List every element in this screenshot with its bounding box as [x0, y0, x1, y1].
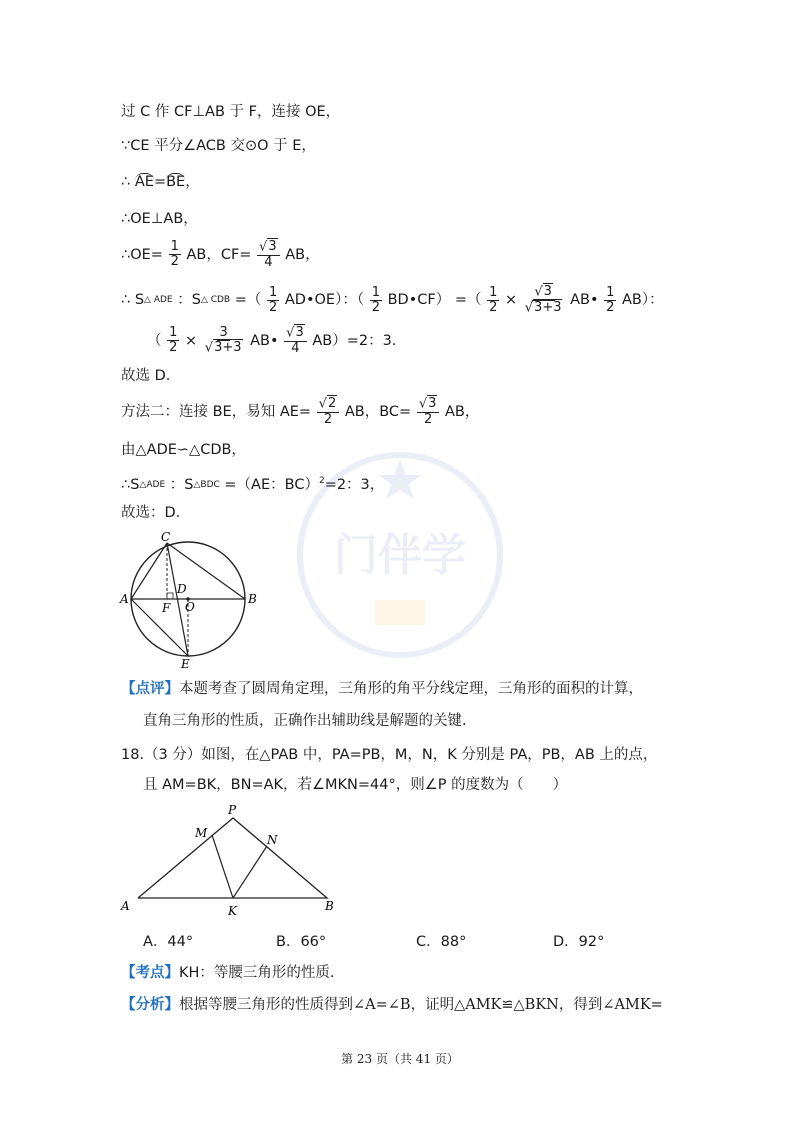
- comment-tag: 【点评】: [121, 681, 179, 697]
- option-b[interactable]: B．66°: [276, 934, 327, 950]
- fenxi-line: 【分析】根据等腰三角形的性质得到∠A=∠B，证明△AMK≌△BKN，得到∠AMK=: [121, 997, 663, 1013]
- label-a2: A: [121, 899, 130, 913]
- fraction-sqrt3-over-sqrt3p3: $\frac{√3}{√3+3}$: [524, 284, 562, 315]
- label-m: M: [195, 826, 208, 840]
- label-k: K: [228, 904, 237, 918]
- label-a: A: [120, 592, 129, 606]
- fraction-half: $\frac{1}{2}$: [170, 239, 179, 270]
- page-footer: 第 23 页（共 41 页）: [341, 1052, 459, 1066]
- fraction-sqrt2-over-2: $\frac{√2}{2}$: [317, 397, 340, 427]
- label-n: N: [267, 833, 278, 847]
- arc-ae: AE: [134, 174, 154, 190]
- q18-line-1: 18.（3 分）如图，在△PAB 中，PA=PB，M，N，K 分别是 PA，PB，AB 上的点，: [121, 747, 658, 763]
- kaodian-line: 【考点】KH：等腰三角形的性质.: [121, 965, 335, 981]
- label-b2: B: [325, 899, 334, 913]
- option-c[interactable]: C．88°: [416, 934, 467, 950]
- line-4: ∴OE⊥AB，: [121, 211, 198, 227]
- q18-line-2: 且 AM=BK，BN=AK，若∠MKN=44°，则∠P 的度数为（ ）: [143, 777, 568, 793]
- line-1: 过 C 作 CF⊥AB 于 F，连接 OE，: [121, 104, 341, 120]
- line-6: ∴ S△ ADE ：S△ CDB =（ $\frac{1}{2}$ AD•OE）：（ $\frac{1}{2}$ BD•CF） =（ $\frac{1}{2}$ × $\frac{√3}{√3+3}$ AB• $\frac{1}{2}$ AB）：: [121, 284, 664, 315]
- line-3: ∴ AE=BE，: [121, 174, 200, 190]
- line-11: ∴S△ADE ：S△BDC =（AE：BC）$^2$=2：3，: [121, 476, 385, 493]
- figure-triangle: [115, 800, 345, 920]
- watermark-text: 门伴学: [334, 530, 466, 581]
- comment-line-2: 直角三角形的性质，正确作出辅助线是解题的关键.: [143, 713, 467, 729]
- fenxi-tag: 【分析】: [121, 997, 179, 1013]
- label-e: E: [181, 657, 190, 670]
- line-7: （ $\frac{1}{2}$ × $\frac{3}{√3+3}$ AB• $\frac{√3}{4}$ AB）=2：3.: [147, 325, 397, 356]
- line-12: 故选：D.: [121, 505, 181, 521]
- line-5: ∴OE= $\frac{1}{2}$ AB，CF= $\frac{√3}{4}$ AB，: [121, 239, 320, 270]
- kaodian-tag: 【考点】: [121, 965, 179, 981]
- line-10: 由△ADE∽△CDB，: [121, 442, 246, 458]
- line-9: 方法二：连接 BE，易知 AE= $\frac{√2}{2}$ AB，BC= $\frac{√3}{2}$ AB，: [121, 396, 480, 427]
- label-p: P: [228, 803, 237, 817]
- label-c: C: [161, 530, 171, 544]
- label-f: F: [162, 601, 171, 615]
- option-d[interactable]: D．92°: [553, 934, 605, 950]
- label-o: O: [185, 600, 195, 614]
- line-8: 故选 D.: [121, 368, 171, 384]
- label-b: B: [248, 592, 257, 606]
- comment-line-1: 【点评】本题考查了圆周角定理，三角形的角平分线定理，三角形的面积的计算，: [121, 681, 643, 697]
- line-2: ∵CE 平分∠ACB 交⊙O 于 E，: [121, 138, 316, 154]
- fraction-3-over-sqrt3p3: $\frac{3}{√3+3}$: [204, 325, 242, 356]
- arc-be: BE: [166, 174, 186, 190]
- fraction-sqrt3-over-4: $\frac{√3}{4}$: [257, 240, 280, 270]
- label-d: D: [177, 582, 187, 596]
- figure-circle: [115, 530, 265, 670]
- fraction-sqrt3-over-2: $\frac{√3}{2}$: [417, 397, 440, 427]
- option-a[interactable]: A．44°: [143, 934, 194, 950]
